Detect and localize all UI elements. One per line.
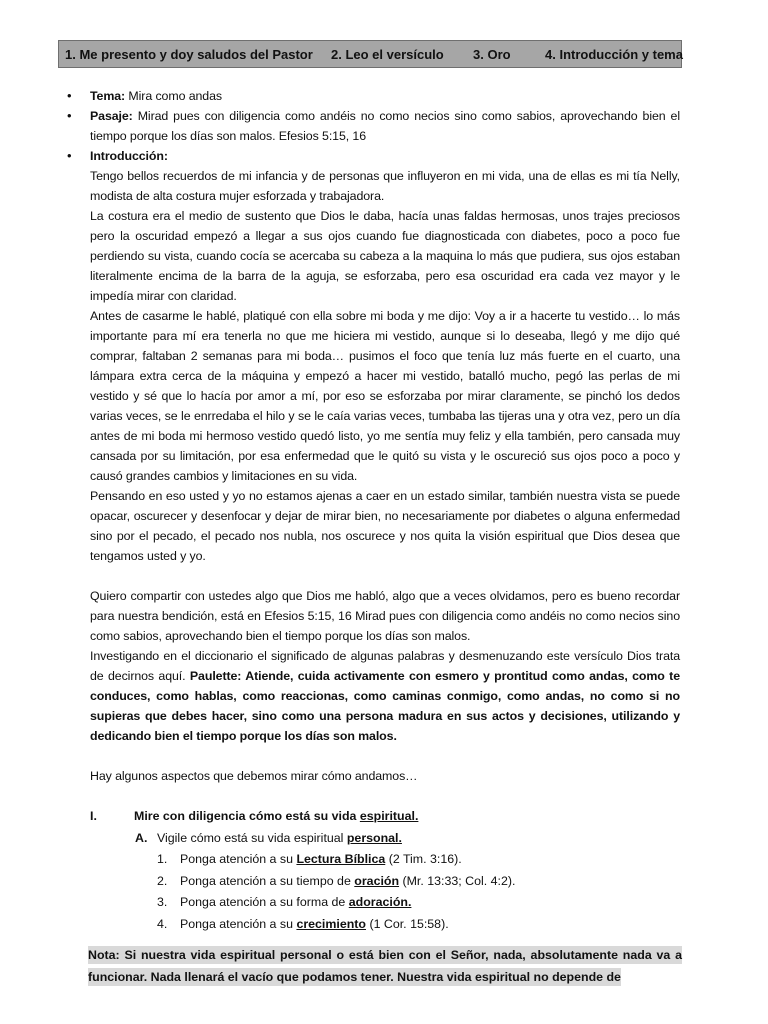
- bullet-tema: [67, 86, 680, 106]
- outline-item-reference: (2 Tim. 3:16).: [385, 852, 462, 866]
- bullet-introduccion: [67, 146, 680, 166]
- header-step-4: 4. Introducción y tema: [545, 47, 683, 62]
- bullet-dot-icon: •: [67, 88, 72, 103]
- outline-item-keyword: oración: [354, 873, 400, 888]
- outline-text: [134, 806, 418, 828]
- outline-item-keyword: Lectura Bíblica: [296, 852, 386, 866]
- steps-header-bar: [58, 40, 682, 68]
- outline-point-a: [90, 828, 690, 850]
- outline-item-pre: Ponga atención a su: [180, 852, 297, 866]
- outline-item-keyword: crecimiento: [296, 916, 366, 931]
- paragraph-5: Quiero compartir con ustedes algo que Dios me habló, algo que a veces olvidamos, pero es bueno recordar para nuestra bendición, está en Efesios 5:15, 16 Mirad pues con diligencia como andéis no como necios sino como sabios, aprovechando bien el tiempo porque los días son malos.: [90, 589, 680, 643]
- outline-underlined: espiritual.: [359, 809, 419, 823]
- paragraph-6-text: Investigando en el diccionario el significado de algunas palabras y desmenuzando este versículo Dios trata de decirnos aquí.: [90, 649, 680, 683]
- outline-item-pre: Ponga atención a su tiempo de: [180, 873, 355, 888]
- outline-item-number: 3.: [157, 895, 168, 909]
- note-text: Nota: Si nuestra vida espiritual personal o está bien con el Señor, nada, absolutamente nada va a funcionar. Nada llenará el vacío que podamos tener. Nuestra vida espiritual no depende de: [88, 948, 682, 984]
- pasaje-value: Mirad pues con diligencia como andéis no como necios sino como sabios, aprovechando bien el tiempo porque los días son malos. Efesios 5:15, 16: [90, 109, 680, 143]
- outline-item: [90, 849, 690, 871]
- outline-item-number: 1.: [157, 852, 168, 866]
- paragraph-2: La costura era el medio de sustento que Dios le daba, hacía unas faldas hermosas, unos trajes preciosos pero la oscuridad empezó a llegar a sus ojos cuando fue diagnosticada con diabetes, poco a poco fue perdiendo su vista, cuando cocía se acercaba su cabeza a la maquina lo más que pudiera, sus ojos estaban literalmente encima de la barra de la aguja, se esforzaba, pero esa oscuridad era cada vez mayor y le impedía mirar con claridad.: [90, 209, 680, 303]
- outline-items: [90, 849, 690, 935]
- introduccion-label: Introducción:: [90, 149, 168, 163]
- outline-item-keyword: adoración.: [348, 895, 412, 909]
- outline-item-text: [180, 892, 411, 914]
- outline-item-number: 2.: [157, 873, 168, 888]
- paragraph-7: Hay algunos aspectos que debemos mirar cómo andamos…: [90, 769, 418, 783]
- header-step-3: 3. Oro: [473, 47, 511, 62]
- outline-item-text: [180, 914, 449, 936]
- outline-item-number: 4.: [157, 916, 168, 931]
- outline-item: [90, 914, 690, 936]
- spacer: [90, 746, 680, 766]
- paragraph-4: Pensando en eso usted y yo no estamos ajenas a caer en un estado similar, también nuestra vista se puede opacar, oscurecer y desenfocar y dejar de mirar bien, no necesariamente por diabetes o alguna enfermedad sino por el pecado, el pecado nos nubla, nos oscurece y nos quita la visión espiritual que Dios desea que tengamos usted y yo.: [90, 489, 680, 563]
- outline-text-main: Vigile cómo está su vida espiritual: [157, 830, 347, 845]
- outline-item: [90, 871, 690, 893]
- outline-number: I.: [90, 809, 97, 823]
- paragraph-6-emphasis: Paulette: Atiende, cuida activamente con esmero y prontitud como andas, como te conduces, como hablas, como reaccionas, como caminas conmigo, como andas, no como si no supieras que debes hacer, sino como una persona madura en sus actos y decisiones, utilizando y dedicando bien el tiempo porque los días son malos.: [90, 669, 680, 743]
- bullet-dot-icon: •: [67, 108, 72, 123]
- outline-item-text: [180, 871, 515, 893]
- sermon-body: [67, 86, 680, 786]
- outline-text-main: Mire con diligencia cómo está su vida: [134, 809, 360, 823]
- bullet-dot-icon: •: [67, 148, 72, 163]
- outline-number: A.: [135, 830, 148, 845]
- highlighted-note: [88, 944, 682, 988]
- outline-item-reference: (Mr. 13:33; Col. 4:2).: [399, 873, 516, 888]
- header-step-2: 2. Leo el versículo: [331, 47, 444, 62]
- spacer: [90, 566, 680, 586]
- tema-value: Mira como andas: [125, 89, 222, 103]
- outline-underlined: personal.: [346, 830, 402, 845]
- sermon-outline: [90, 806, 690, 935]
- paragraph-6: [90, 646, 680, 746]
- tema-label: Tema:: [90, 89, 126, 103]
- outline-item-pre: Ponga atención a su: [180, 916, 297, 931]
- bullet-pasaje: [67, 106, 680, 146]
- outline-item-reference: (1 Cor. 15:58).: [366, 916, 449, 931]
- outline-item-text: [180, 849, 462, 871]
- paragraph-3: Antes de casarme le hablé, platiqué con ella sobre mi boda y me dijo: Voy a ir a hacerte tu vestido… lo más importante para mí era tenerla no que me hiciera mi vestido, aunque si lo deseaba, llegó y me dijo qué comprar, faltaban 2 semanas para mi boda… pusimos el foco que tenía luz más fuerte en el cuarto, una lámpara extra cerca de la máquina y empezó a hacer mi vestido, batalló mucho, pegó las perlas de mi vestido y sé que lo hacía por amor a mí, por eso se esforzaba por mirar claramente, se pinchó los dedos varias veces, se le enrredaba el hilo y se le caía varias veces, tumbaba las tijeras una y otra vez, pero un día antes de mi boda mi hermoso vestido quedó listo, yo me sentía muy feliz y ella también, pero cansada muy cansada por su limitación, por esa enfermedad que le quitó su vista y le oscureció sus ojos poco a poco y causó grandes cambios y limitaciones en su vida.: [90, 309, 680, 483]
- outline-item: [90, 892, 690, 914]
- outline-item-pre: Ponga atención a su forma de: [180, 895, 349, 909]
- pasaje-label: Pasaje:: [90, 109, 133, 123]
- outline-point-i: [90, 806, 690, 828]
- outline-text: [157, 828, 402, 850]
- paragraph-1: Tengo bellos recuerdos de mi infancia y de personas que influyeron en mi vida, una de ellas es mi tía Nelly, modista de alta costura mujer esforzada y trabajadora.: [90, 169, 680, 203]
- header-step-1: 1. Me presento y doy saludos del Pastor: [65, 47, 313, 62]
